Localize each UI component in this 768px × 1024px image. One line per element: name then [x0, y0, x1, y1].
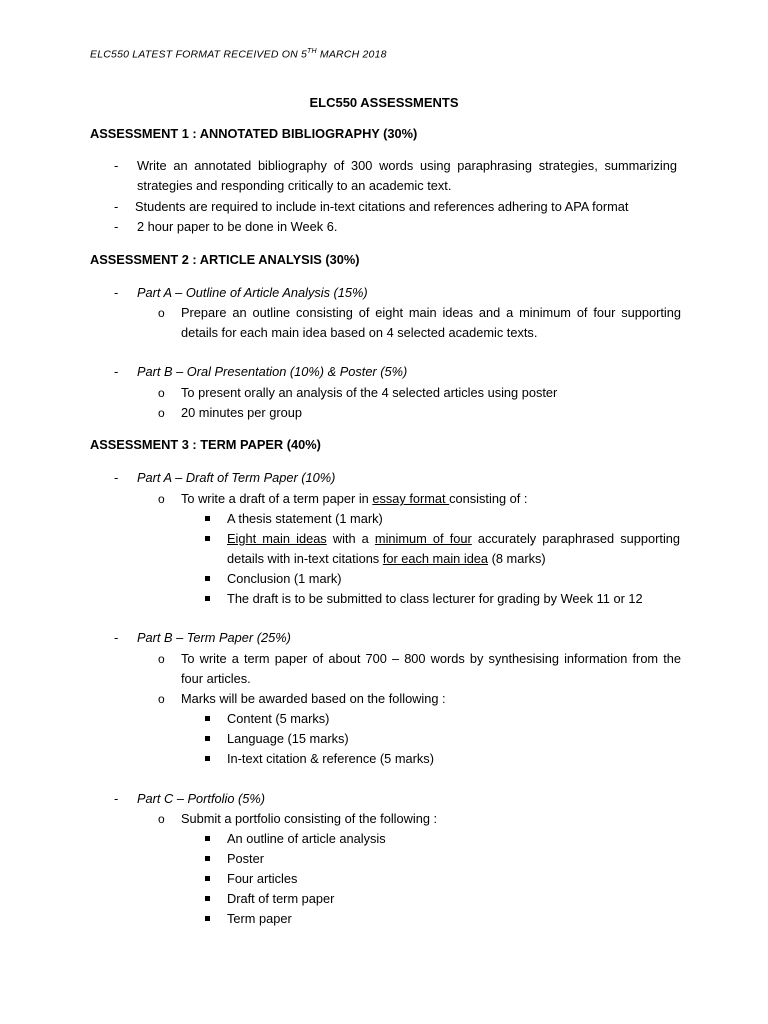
a3-part-a-item-4: The draft is to be submitted to class lecturer for grading by Week 11 or 12	[227, 591, 643, 606]
circle-bullet: o	[158, 692, 165, 706]
a3-part-b-item-1-line-2: four articles.	[181, 671, 251, 686]
a3-part-b-sub-1: Content (5 marks)	[227, 711, 330, 726]
a2-part-a-line-2: details for each main idea based on 4 selected academic texts.	[181, 325, 538, 340]
a3-part-a-item-2-line-2: details with in-text citations for each main idea (8 marks)	[227, 551, 546, 566]
page-header: ELC550 LATEST FORMAT RECEIVED ON 5TH MARCH 2018	[90, 48, 387, 61]
circle-bullet: o	[158, 812, 165, 826]
square-bullet	[205, 716, 210, 721]
dash-bullet: -	[114, 364, 119, 379]
a3-part-a-heading: Part A – Draft of Term Paper (10%)	[137, 470, 336, 485]
a3-part-a-item-3: Conclusion (1 mark)	[227, 571, 342, 586]
assessment-1-heading: ASSESSMENT 1 : ANNOTATED BIBLIOGRAPHY (30%)	[90, 126, 418, 141]
a1-bullet-1-line-1: Write an annotated bibliography of 300 words using paraphrasing strategies, summarizing	[137, 158, 677, 173]
a2-part-b-item-1: To present orally an analysis of the 4 selected articles using poster	[181, 385, 558, 400]
a2-part-a-heading: Part A – Outline of Article Analysis (15%)	[137, 285, 368, 300]
a2-part-a-line-1: Prepare an outline consisting of eight main ideas and a minimum of four supporting	[181, 305, 681, 320]
dash-bullet: -	[114, 791, 119, 806]
dash-bullet: -	[114, 630, 119, 645]
square-bullet	[205, 836, 210, 841]
square-bullet	[205, 876, 210, 881]
a1-bullet-1-line-2: strategies and responding critically to an academic text.	[137, 178, 452, 193]
assessment-2-heading: ASSESSMENT 2 : ARTICLE ANALYSIS (30%)	[90, 252, 360, 267]
a1-bullet-2: Students are required to include in-text citations and references adhering to APA format	[135, 199, 629, 214]
a3-part-c-item-1: Submit a portfolio consisting of the following :	[181, 811, 438, 826]
dash-bullet: -	[114, 285, 119, 300]
a1-bullet-3: 2 hour paper to be done in Week 6.	[137, 219, 338, 234]
a3-part-b-sub-2: Language (15 marks)	[227, 731, 349, 746]
assessment-3-heading: ASSESSMENT 3 : TERM PAPER (40%)	[90, 437, 321, 452]
a3-part-a-item-1: A thesis statement (1 mark)	[227, 511, 383, 526]
dash-bullet: -	[114, 158, 119, 173]
a3-part-c-sub-4: Draft of term paper	[227, 891, 335, 906]
square-bullet	[205, 536, 210, 541]
square-bullet	[205, 896, 210, 901]
circle-bullet: o	[158, 492, 165, 506]
a3-part-a-item-2-line-1: Eight main ideas with a minimum of four accurately paraphrased supporting	[227, 531, 681, 546]
a3-part-b-heading: Part B – Term Paper (25%)	[137, 630, 291, 645]
a3-part-c-sub-5: Term paper	[227, 911, 292, 926]
square-bullet	[205, 736, 210, 741]
a3-part-c-sub-3: Four articles	[227, 871, 298, 886]
dash-bullet: -	[114, 219, 119, 234]
circle-bullet: o	[158, 652, 165, 666]
dash-bullet: -	[114, 470, 119, 485]
square-bullet	[205, 916, 210, 921]
a3-part-b-sub-3: In-text citation & reference (5 marks)	[227, 751, 434, 766]
a2-part-b-item-2: 20 minutes per group	[181, 405, 302, 420]
dash-bullet: -	[114, 199, 119, 214]
a3-part-a-intro: To write a draft of a term paper in essay format consisting of :	[181, 491, 528, 506]
square-bullet	[205, 516, 210, 521]
a3-part-b-item-1-line-1: To write a term paper of about 700 – 800 words by synthesising information from the	[181, 651, 681, 666]
a2-part-b-heading: Part B – Oral Presentation (10%) & Poster (5%)	[137, 364, 408, 379]
square-bullet	[205, 756, 210, 761]
circle-bullet: o	[158, 386, 165, 400]
circle-bullet: o	[158, 406, 165, 420]
square-bullet	[205, 856, 210, 861]
a3-part-c-sub-2: Poster	[227, 851, 264, 866]
circle-bullet: o	[158, 306, 165, 320]
square-bullet	[205, 576, 210, 581]
square-bullet	[205, 596, 210, 601]
a3-part-c-sub-1: An outline of article analysis	[227, 831, 386, 846]
document-title: ELC550 ASSESSMENTS	[309, 95, 459, 110]
a3-part-c-heading: Part C – Portfolio (5%)	[137, 791, 266, 806]
a3-part-b-item-2: Marks will be awarded based on the following :	[181, 691, 446, 706]
